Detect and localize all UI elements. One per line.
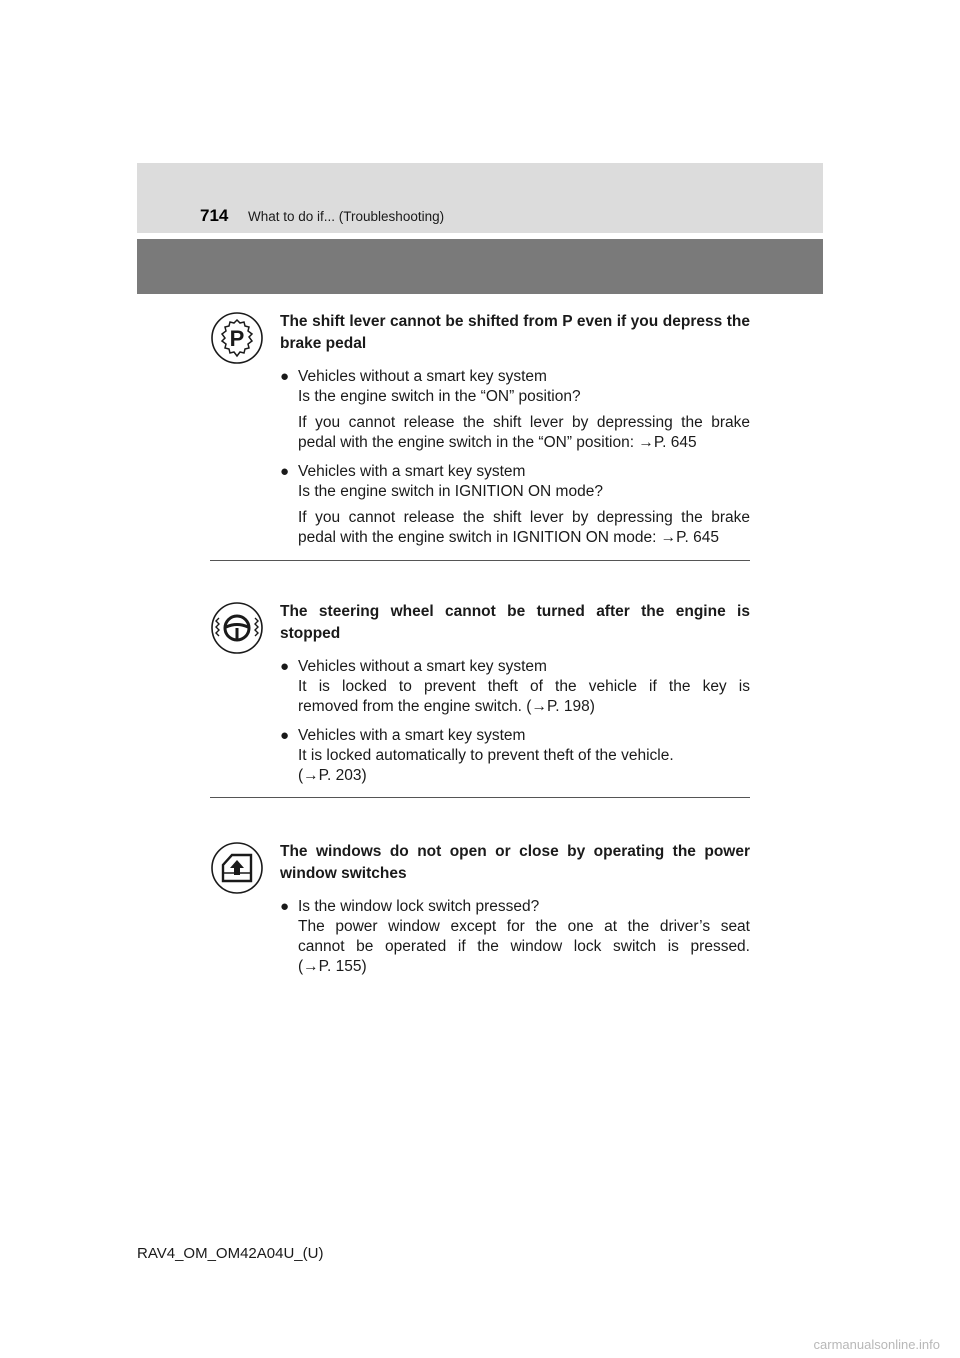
item-detail-line: If you cannot release the shift lever by depressing the brake [298, 509, 750, 526]
steering-lock-icon [210, 601, 264, 655]
list-item [280, 897, 750, 977]
manual-code: RAV4_OM_OM42A04U_(U) [137, 1245, 324, 1262]
bullet-icon: ● [280, 727, 290, 744]
item-line: (→P. 203) [298, 767, 367, 784]
section-power-window [210, 841, 750, 986]
item-line: Is the engine switch in IGNITION ON mode? [298, 483, 603, 500]
section-shift-lever [210, 311, 750, 557]
item-line: Vehicles with a smart key system [298, 727, 526, 744]
bullet-icon: ● [280, 898, 290, 915]
section-divider [210, 797, 750, 798]
section-title: The steering wheel cannot be turned after the engine is stopped [280, 603, 750, 642]
item-line: Vehicles without a smart key system [298, 368, 547, 385]
svg-text:P: P [229, 326, 245, 351]
section-divider [210, 560, 750, 561]
section-title: The shift lever cannot be shifted from P even if you depress the brake pedal [280, 313, 750, 352]
section-band [137, 239, 823, 294]
item-line: removed from the engine switch. (→P. 198) [298, 698, 595, 715]
bullet-icon: ● [280, 368, 290, 385]
item-line: It is locked to prevent theft of the vehicle if the key is [298, 678, 750, 695]
list-item [280, 657, 750, 717]
item-line: Vehicles with a smart key system [298, 463, 526, 480]
shift-lever-p-icon [210, 311, 264, 365]
item-line: Is the window lock switch pressed? [298, 898, 540, 915]
item-detail-line: pedal with the engine switch in IGNITION ON mode: →P. 645 [298, 529, 719, 546]
watermark: carmanualsonline.info [813, 1337, 940, 1352]
item-line: Vehicles without a smart key system [298, 658, 547, 675]
list-item [280, 726, 750, 786]
section-title: The windows do not open or close by operating the power window switches [280, 843, 750, 882]
item-line: Is the engine switch in the “ON” position? [298, 388, 581, 405]
item-line: cannot be operated if the window lock switch is pressed. [298, 938, 750, 955]
bullet-icon: ● [280, 463, 290, 480]
header-band [137, 163, 823, 233]
running-title: What to do if... (Troubleshooting) [248, 209, 445, 224]
list-item [280, 367, 750, 453]
power-window-icon [210, 841, 264, 895]
item-line: (→P. 155) [298, 958, 367, 975]
item-line: It is locked automatically to prevent theft of the vehicle. [298, 747, 674, 764]
item-detail-line: pedal with the engine switch in the “ON” position: →P. 645 [298, 434, 697, 451]
list-item [280, 462, 750, 548]
page-number: 714 [200, 206, 229, 225]
item-detail-line: If you cannot release the shift lever by depressing the brake [298, 414, 750, 431]
item-line: The power window except for the one at the driver’s seat [298, 918, 750, 935]
bullet-icon: ● [280, 658, 290, 675]
section-steering-wheel [210, 601, 750, 795]
